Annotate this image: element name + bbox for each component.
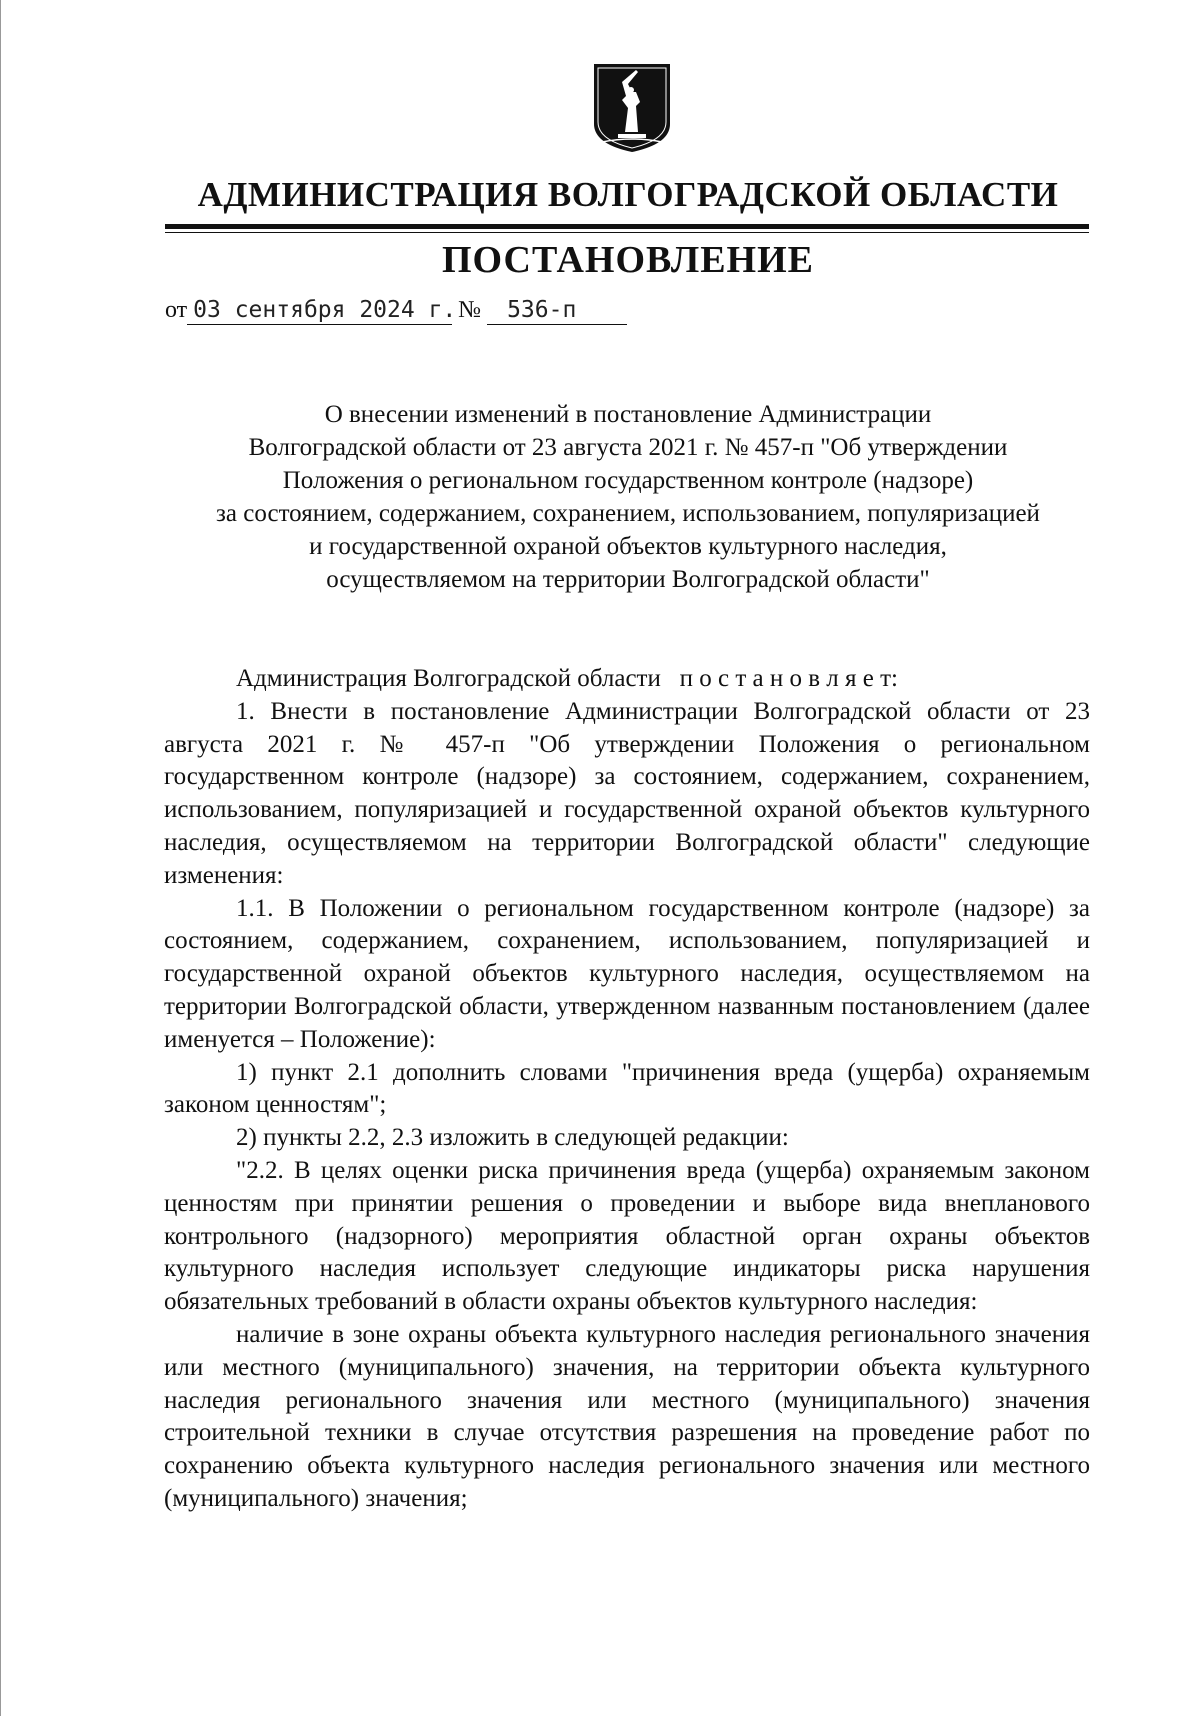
subject-line: и государственной охраной объектов культурного наследия, bbox=[309, 533, 947, 560]
document-date-number-line bbox=[165, 296, 625, 330]
body-paragraph: 1.1. В Положении о региональном государственном контроле (надзоре) за состоянием, содержанием, сохранением, использованием, популяризацией и государственной охраной объектов культурного наследия, осуществляемом на территории Волгоградской области, утвержденном названным постановлением (далее именуется – Положение): bbox=[164, 894, 1090, 1053]
date-field bbox=[187, 296, 457, 325]
number-sign: № bbox=[458, 297, 482, 323]
date-prefix: от bbox=[165, 297, 188, 323]
subject-line: Волгоградской области от 23 августа 2021 г. № 457-п "Об утверждении bbox=[248, 434, 1008, 461]
subject-line: Положения о региональном государственном контроле (надзоре) bbox=[282, 467, 974, 494]
body-paragraph: "2.2. В целях оценки риска причинения вреда (ущерба) охраняемым законом ценностям при принятии решения о проведении и выборе вида внепланового контрольного (надзорного) мероприятия областной орган охраны объектов культурного наследия использует следующие индикаторы риска нарушения обязательных требований в области охраны объектов культурного наследия: bbox=[164, 1156, 1090, 1316]
body-paragraph: наличие в зоне охраны объекта культурного наследия регионального значения или местного (муниципального) значения, на территории объекта культурного наследия регионального значения или местного (муниципального) значения строительной техники в случае отсутствия разрешения на проведение работ по сохранению объекта культурного наследия регионального значения или местного (муниципального) значения; bbox=[164, 1320, 1090, 1512]
document-type-title: ПОСТАНОВЛЕНИЕ bbox=[441, 239, 815, 281]
organization-title: АДМИНИСТРАЦИЯ ВОЛГОГРАДСКОЙ ОБЛАСТИ bbox=[197, 175, 1059, 214]
body-paragraph: 2) пункты 2.2, 2.3 изложить в следующей редакции: bbox=[236, 1124, 789, 1152]
body-paragraph: 1) пункт 2.1 дополнить словами "причинения вреда (ущерба) охраняемым законом ценностям"; bbox=[164, 1058, 1090, 1119]
header-divider-thick bbox=[165, 224, 1089, 229]
document-subject bbox=[160, 398, 1096, 596]
document-number: 536-п bbox=[507, 297, 577, 323]
resolves-word: п о с т а н о в л я е т: bbox=[679, 665, 898, 692]
resolution-intro bbox=[164, 663, 1090, 696]
document-body bbox=[164, 663, 1090, 1516]
volgograd-region-emblem-icon bbox=[592, 62, 672, 154]
header-divider-thin bbox=[165, 232, 1089, 233]
subject-line: О внесении изменений в постановление Администрации bbox=[324, 401, 932, 428]
body-paragraph: 1. Внести в постановление Администрации Волгоградской области от 23 августа 2021 г. № 457-п "Об утверждении Положения о региональном государственном контроле (надзоре) за состоянием, содержанием, сохранением, использованием, популяризацией и государственной охраной объектов культурного наследия, осуществляемом на территории Волгоградской области" следующие изменения: bbox=[164, 697, 1090, 889]
number-field bbox=[487, 296, 627, 325]
scan-edge-line bbox=[0, 0, 1, 1716]
intro-text: Администрация Волгоградской области bbox=[236, 665, 661, 692]
subject-line: за состоянием, содержанием, сохранением, использованием, популяризацией bbox=[216, 500, 1040, 527]
subject-line: осуществляемом на территории Волгоградской области" bbox=[326, 566, 930, 593]
document-date: 03 сентября 2024 г. bbox=[193, 297, 457, 323]
